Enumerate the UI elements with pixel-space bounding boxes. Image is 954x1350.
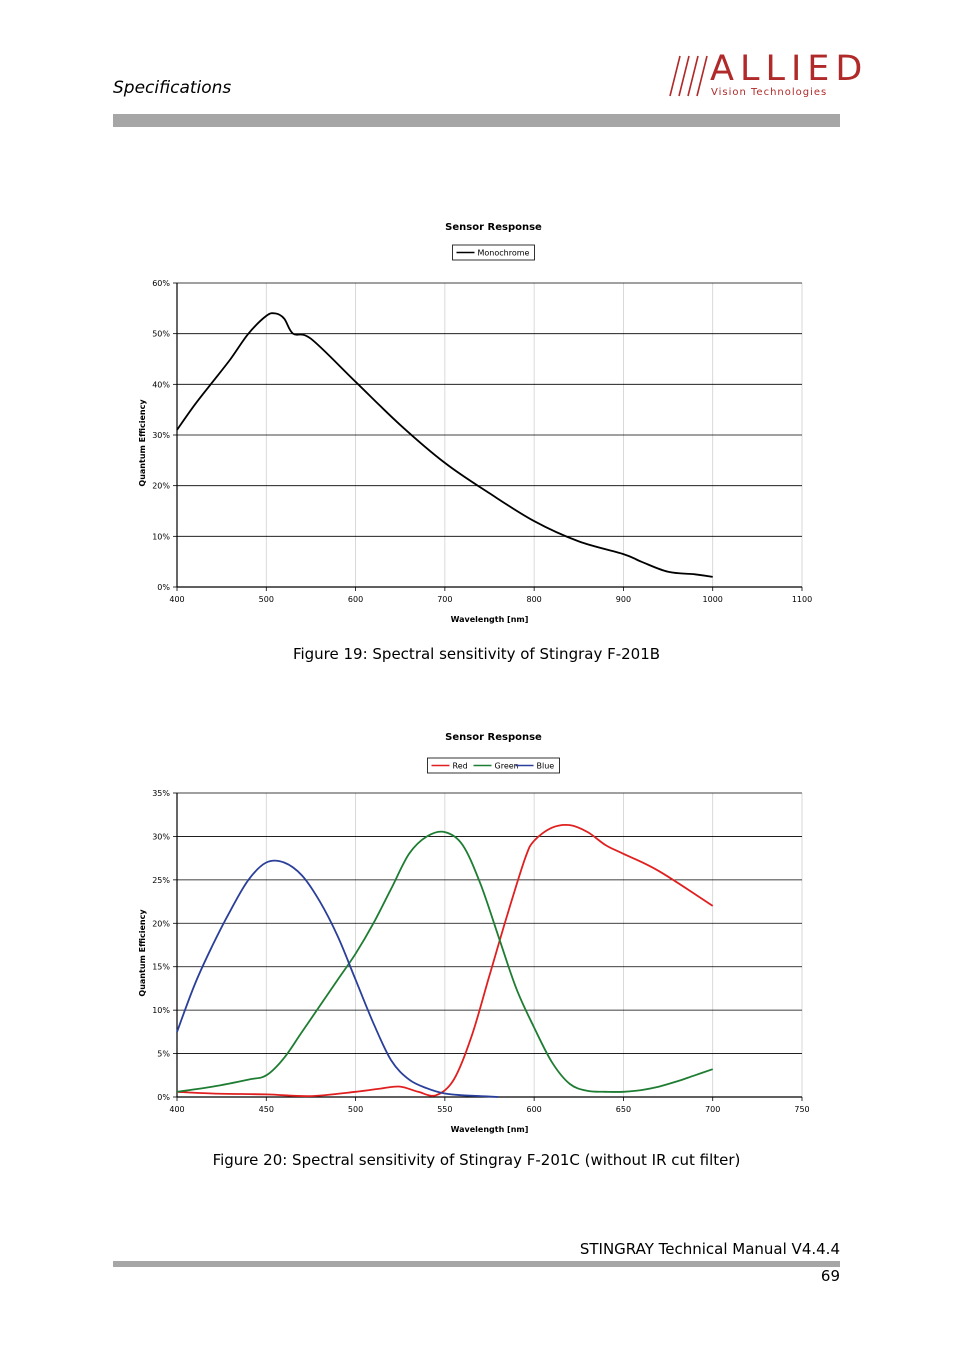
chart-legend: [428, 758, 560, 773]
legend-label: Blue: [536, 761, 555, 771]
logo-text: ALLIED: [710, 49, 869, 89]
x-tick-label: 700: [705, 1105, 721, 1114]
chart-rgb: [113, 715, 840, 1145]
legend-label: Red: [452, 761, 468, 771]
legend-label: Green: [494, 761, 519, 771]
chart-svg: [113, 205, 840, 635]
y-tick-label: 35%: [152, 789, 170, 798]
x-tick-label: 450: [258, 1105, 274, 1114]
y-tick-label: 10%: [152, 1006, 170, 1016]
y-axis-label: Quantum Efficiency: [138, 399, 147, 487]
x-tick-label: 600: [526, 1105, 542, 1114]
page-number: 69: [820, 1267, 840, 1285]
x-axis-label: Wavelength [nm]: [450, 1125, 529, 1134]
y-tick-label: 30%: [152, 832, 170, 842]
y-tick-label: 30%: [152, 431, 170, 440]
x-axis-label: Wavelength [nm]: [450, 615, 529, 624]
y-tick-label: 40%: [152, 380, 170, 390]
y-tick-label: 0%: [157, 1093, 170, 1102]
y-tick-label: 50%: [152, 329, 170, 339]
logo-slashes-icon: [668, 54, 716, 99]
x-tick-label: 900: [615, 595, 632, 604]
chart-title: Sensor Response: [445, 222, 542, 233]
x-tick-label: 1000: [702, 595, 723, 604]
legend-label: Monochrome: [477, 248, 530, 258]
x-tick-label: 750: [794, 1105, 810, 1114]
chart-svg: [113, 715, 840, 1145]
allied-logo: [668, 49, 869, 102]
y-axis-label: Quantum Efficiency: [138, 909, 147, 997]
x-tick-label: 700: [437, 595, 453, 604]
x-tick-label: 1100: [791, 595, 813, 604]
y-tick-label: 20%: [152, 481, 170, 491]
y-tick-label: 25%: [152, 875, 170, 885]
x-tick-label: 400: [169, 1105, 185, 1114]
x-tick-label: 650: [615, 1105, 632, 1114]
manual-title: STINGRAY Technical Manual V4.4.4: [579, 1240, 840, 1258]
y-tick-label: 60%: [152, 279, 170, 288]
header-divider: [113, 114, 840, 127]
x-tick-label: 400: [169, 595, 185, 604]
logo-subtext: Vision Technologies: [711, 87, 828, 98]
y-tick-label: 10%: [152, 532, 170, 542]
y-tick-label: 5%: [157, 1049, 170, 1059]
footer-divider: [113, 1261, 840, 1267]
section-title: Specifications: [113, 78, 232, 98]
x-tick-label: 800: [526, 595, 542, 604]
y-tick-label: 0%: [157, 583, 170, 592]
x-tick-label: 500: [347, 1105, 364, 1114]
chart-monochrome: [113, 205, 840, 635]
chart-title: Sensor Response: [445, 732, 542, 743]
figure-caption-20: Figure 20: Spectral sensitivity of Stingray F-201C (without IR cut filter): [212, 1151, 741, 1169]
y-tick-label: 15%: [152, 962, 170, 972]
x-tick-label: 600: [347, 595, 364, 604]
y-tick-label: 20%: [152, 919, 170, 929]
chart-legend: [453, 245, 535, 260]
figure-caption-19: Figure 19: Spectral sensitivity of Stingray F-201B: [292, 645, 661, 663]
x-tick-label: 550: [437, 1105, 453, 1114]
x-tick-label: 500: [258, 595, 274, 604]
